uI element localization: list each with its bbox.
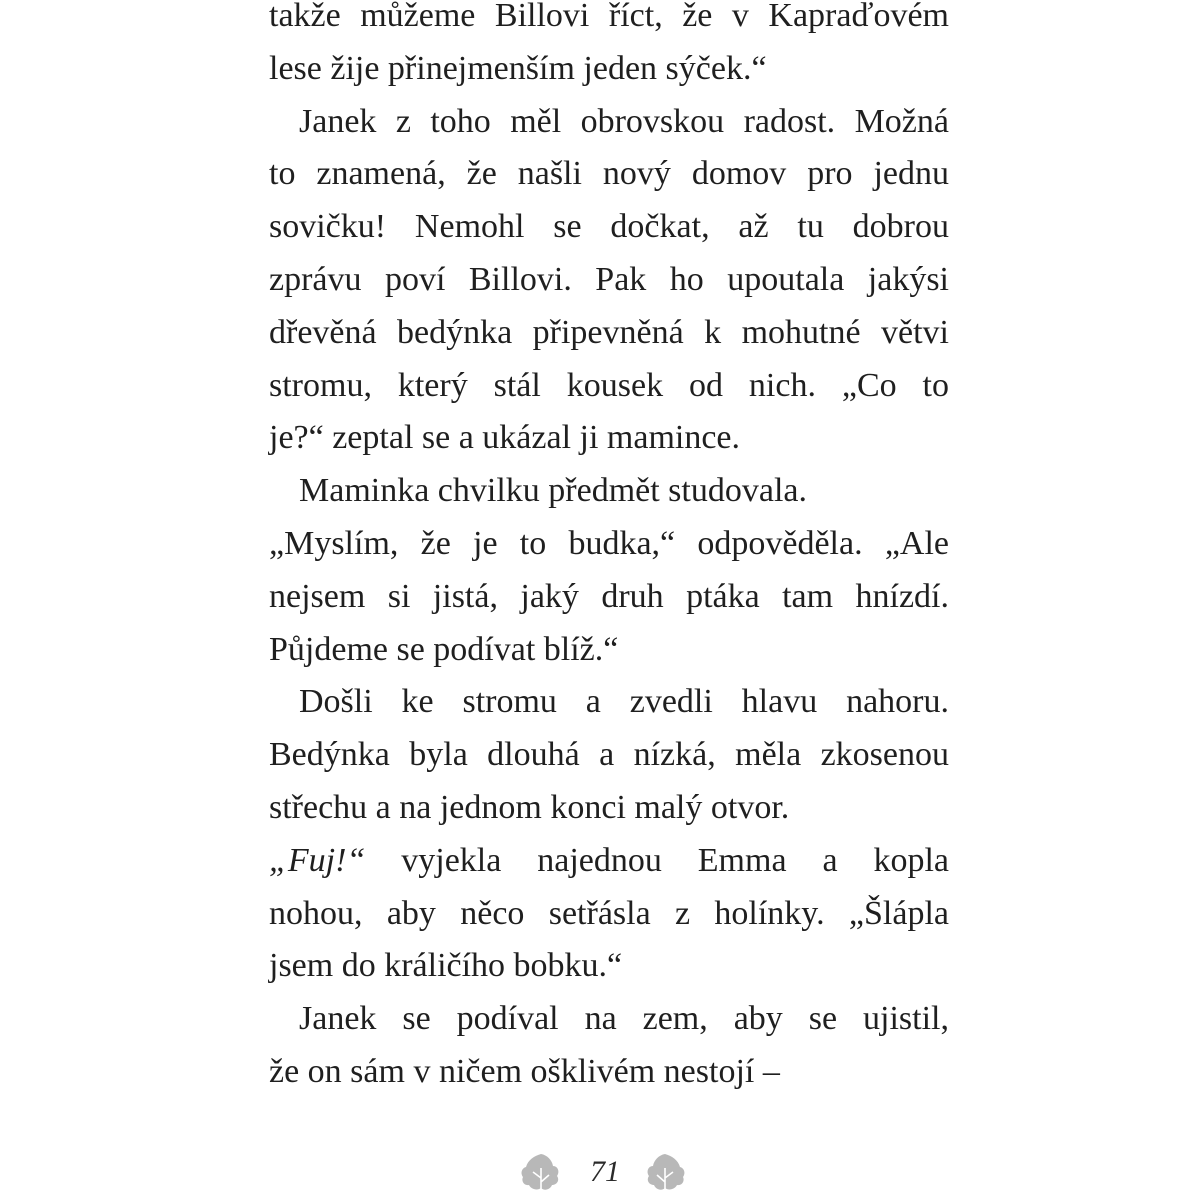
text-line: takže můžeme Billovi říct, že v Kapraďovém [269,0,949,34]
text-line: to znamená, že našli nový domov pro jednu [269,155,949,193]
page-footer [0,1150,1200,1200]
text-line: „Myslím, že je to budka,“ odpověděla. „Ale [269,524,949,562]
emma-line-rest: vyjekla najednou Emma a kopla [365,841,949,879]
text-line: zprávu poví Billovi. Pak ho upoutala jakýsi [269,260,949,298]
text-line: lese žije přinejmenším jeden sýček.“ [269,49,767,87]
text-line: Janek z toho měl obrovskou radost. Možná [299,102,949,140]
text-line: jsem do králičího bobku.“ [269,947,623,985]
text-line: Půjdeme se podívat blíž.“ [269,630,619,668]
body-text [269,0,949,1099]
text-line: je?“ zeptal se a ukázal ji mamince. [269,419,741,457]
text-line: Janek se podíval na zem, aby se ujistil, [299,1000,949,1038]
text-line: nejsem si jistá, jaký druh ptáka tam hnízdí. [269,577,949,615]
text-line: sovičku! Nemohl se dočkat, až tu dobrou [269,208,949,246]
text-line: střechu a na jednom konci malý otvor. [269,788,790,826]
text-line: Bedýnka byla dlouhá a nízká, měla zkosenou [269,736,949,774]
page-number: 71 [590,1155,620,1188]
text-line: že on sám v ničem ošklivém nestojí – [269,1052,780,1090]
text-line-emma [269,835,949,888]
text-line: Došli ke stromu a zvedli hlavu nahoru. [299,683,949,721]
leaf-icon [642,1150,688,1196]
text-line: Maminka chvilku předmět studovala. [299,472,807,510]
text-line: nohou, aby něco setřásla z holínky. „Šlápla [269,894,949,932]
text-line: stromu, který stál kousek od nich. „Co to [269,366,949,404]
exclamation-italic: „Fuj!“ [269,841,366,879]
leaf-icon [518,1150,564,1196]
text-line: dřevěná bedýnka připevněná k mohutné větvi [269,313,949,351]
